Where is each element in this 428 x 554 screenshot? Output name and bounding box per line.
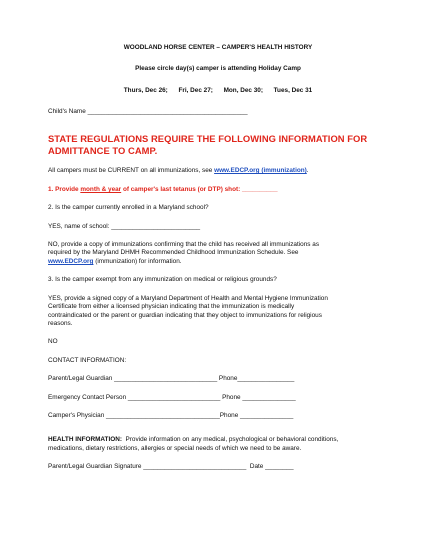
child-name-blank: _____________________________________________	[85, 108, 248, 116]
regulations-line-1: STATE REGULATIONS REQUIRE THE FOLLOWING INFORMATION FOR	[48, 132, 368, 144]
edcp-link-2[interactable]: www.EDCP.org	[48, 257, 94, 265]
no-school-line-1: NO, provide a copy of immunizations confirming that the child has received all immunizations as	[48, 241, 320, 249]
yes-exempt-block	[48, 295, 388, 329]
yes-exempt-line-1: YES, provide a signed copy of a Maryland Department of Health and Mental Hygiene Immunization	[48, 294, 328, 302]
current-prefix: All campers must be CURRENT on all immunizations, see	[48, 167, 215, 175]
yes-exempt-line-3: contraindicated or the parent or guardian indicating that they object to immunizations for religious	[48, 311, 322, 319]
contact-heading: CONTACT INFORMATION:	[48, 356, 127, 364]
yes-exempt-line-4: reasons.	[48, 319, 73, 327]
q1-suffix: of camper's last tetanus (or DTP) shot: __________	[121, 185, 278, 193]
health-label: HEALTH INFORMATION:	[48, 436, 122, 444]
no-exempt: NO	[48, 338, 58, 346]
yes-school-field[interactable]: YES, name of school: _________________________	[48, 222, 201, 230]
health-line-2: medications, dietary restrictions, allergies or special needs of which we need to be aware.	[48, 444, 302, 452]
question-1[interactable]	[48, 186, 388, 194]
q1-month-year: month & year	[80, 185, 122, 193]
current-immunizations-note	[48, 167, 388, 175]
question-2: 2. Is the camper currently enrolled in a Maryland school?	[48, 204, 209, 212]
current-suffix: .	[306, 167, 309, 175]
health-text-1: Provide information on any medical, psychological or behavioral conditions,	[121, 436, 339, 444]
emergency-contact-field[interactable]: Emergency Contact Person __________________________ Phone _______________	[48, 393, 296, 401]
parent-guardian-field[interactable]: Parent/Legal Guardian _____________________________ Phone________________	[48, 375, 295, 383]
yes-exempt-line-2: Certificate from either a licensed physician indicating that the immunization is medically	[48, 303, 295, 311]
q1-prefix: 1. Provide	[48, 185, 81, 193]
health-line-1	[48, 436, 388, 444]
signature-field[interactable]: Parent/Legal Guardian Signature _____________________________ Date ________	[48, 463, 294, 471]
regulations-heading	[48, 133, 388, 158]
health-information-block	[48, 436, 388, 453]
no-school-line-2: required by the Maryland DHMH Recommended Childhood Immunization Schedule. See	[48, 249, 299, 257]
no-school-line-3	[48, 258, 388, 266]
camp-dates: Thurs, Dec 26; Fri, Dec 27; Mon, Dec 30; Tues, Dec 31	[123, 86, 313, 94]
no-school-block	[48, 241, 388, 266]
child-name-label: Child's Name	[48, 108, 86, 116]
question-3: 3. Is the camper exempt from any immunization on medical or religious grounds?	[48, 276, 277, 284]
circle-instruction: Please circle day(s) camper is attending Holiday Camp	[135, 65, 301, 73]
physician-field[interactable]: Camper's Physician ________________________________Phone _______________	[48, 411, 294, 419]
regulations-line-2: ADMITTANCE TO CAMP.	[48, 145, 158, 157]
child-name-field[interactable]	[48, 108, 388, 116]
no-school-line-3-suffix: (immunization) for information.	[93, 257, 182, 265]
form-title: WOODLAND HORSE CENTER – CAMPER'S HEALTH HISTORY	[123, 44, 313, 51]
edcp-link[interactable]: www.EDCP.org (immunization)	[214, 167, 307, 175]
